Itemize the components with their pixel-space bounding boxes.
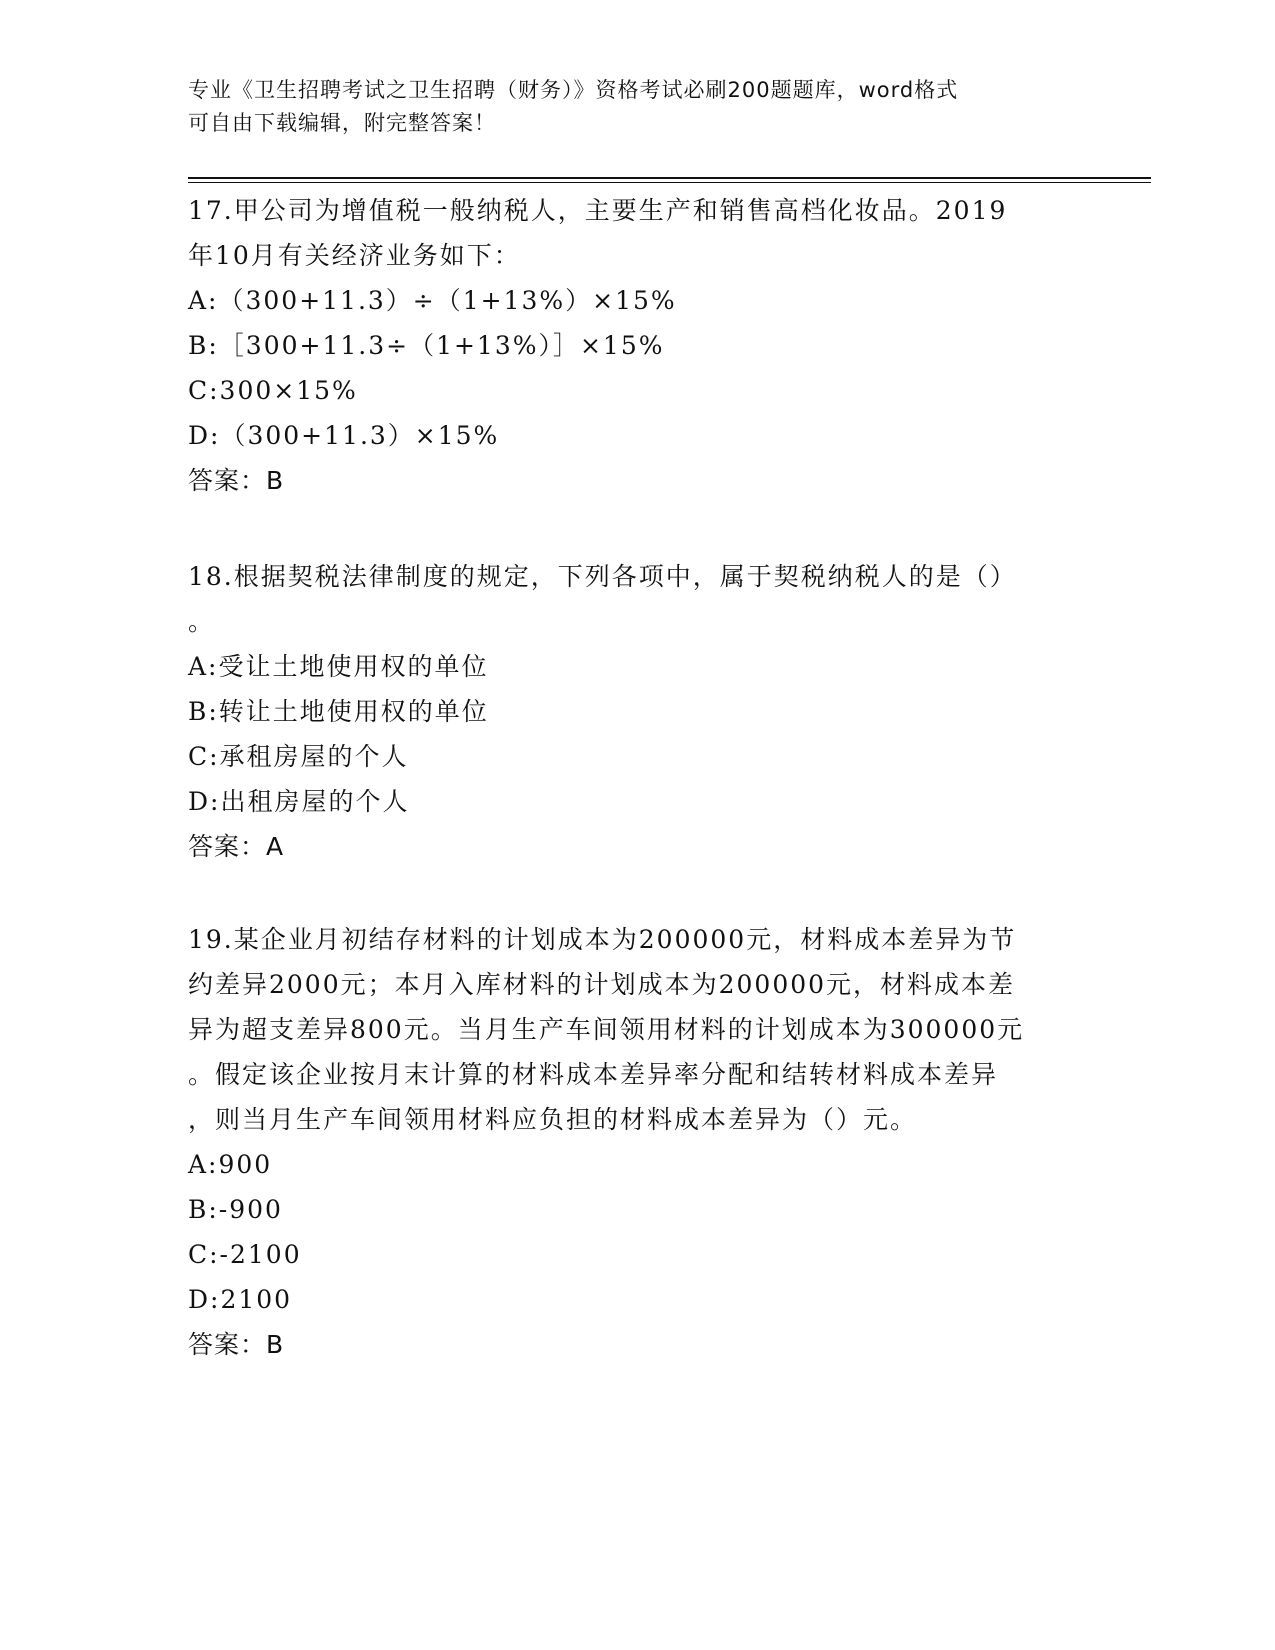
header-line: 可自由下载编辑，附完整答案！ bbox=[188, 111, 496, 135]
header-line: 专业《卫生招聘考试之卫生招聘（财务）》资格考试必刷200题题库，word格式 bbox=[188, 78, 959, 102]
question-stem: 约差异2000元；本月入库材料的计划成本为200000元，材料成本差 bbox=[188, 970, 1016, 999]
option-c: C:-2100 bbox=[188, 1240, 302, 1269]
question-stem: 。 bbox=[188, 607, 216, 636]
question-stem: 18.根据契税法律制度的规定，下列各项中，属于契税纳税人的是（） bbox=[188, 562, 1017, 591]
question-stem: 异为超支差异800元。当月生产车间领用材料的计划成本为300000元 bbox=[188, 1015, 1025, 1044]
question-17 bbox=[188, 188, 1088, 503]
option-b: B:转让土地使用权的单位 bbox=[188, 697, 489, 726]
answer: 答案：A bbox=[188, 832, 285, 861]
option-c: C:300×15% bbox=[188, 376, 358, 405]
question-19 bbox=[188, 917, 1088, 1367]
option-d: D:（300+11.3）×15% bbox=[188, 421, 500, 450]
question-18 bbox=[188, 554, 1088, 869]
answer: 答案：B bbox=[188, 466, 285, 495]
question-stem: 。假定该企业按月末计算的材料成本差异率分配和结转材料成本差异 bbox=[188, 1060, 999, 1089]
option-c: C:承租房屋的个人 bbox=[188, 742, 409, 771]
answer: 答案：B bbox=[188, 1330, 285, 1359]
option-b: B:-900 bbox=[188, 1195, 283, 1224]
option-a: A:受让土地使用权的单位 bbox=[188, 652, 489, 681]
header-divider bbox=[188, 177, 1151, 179]
option-d: D:2100 bbox=[188, 1285, 293, 1314]
option-a: A:（300+11.3）÷（1+13%）×15% bbox=[188, 286, 677, 315]
option-a: A:900 bbox=[188, 1150, 273, 1179]
question-stem: ，则当月生产车间领用材料应负担的材料成本差异为（）元。 bbox=[188, 1105, 918, 1134]
header-divider-thin bbox=[188, 182, 1151, 183]
document-header bbox=[188, 74, 1088, 140]
option-b: B:［300+11.3÷（1+13%）］×15% bbox=[188, 331, 665, 360]
question-stem: 19.某企业月初结存材料的计划成本为200000元，材料成本差异为节 bbox=[188, 925, 1017, 954]
option-d: D:出租房屋的个人 bbox=[188, 787, 410, 816]
question-stem: 年10月有关经济业务如下： bbox=[188, 241, 521, 270]
question-stem: 17.甲公司为增值税一般纳税人，主要生产和销售高档化妆品。2019 bbox=[188, 196, 1008, 225]
